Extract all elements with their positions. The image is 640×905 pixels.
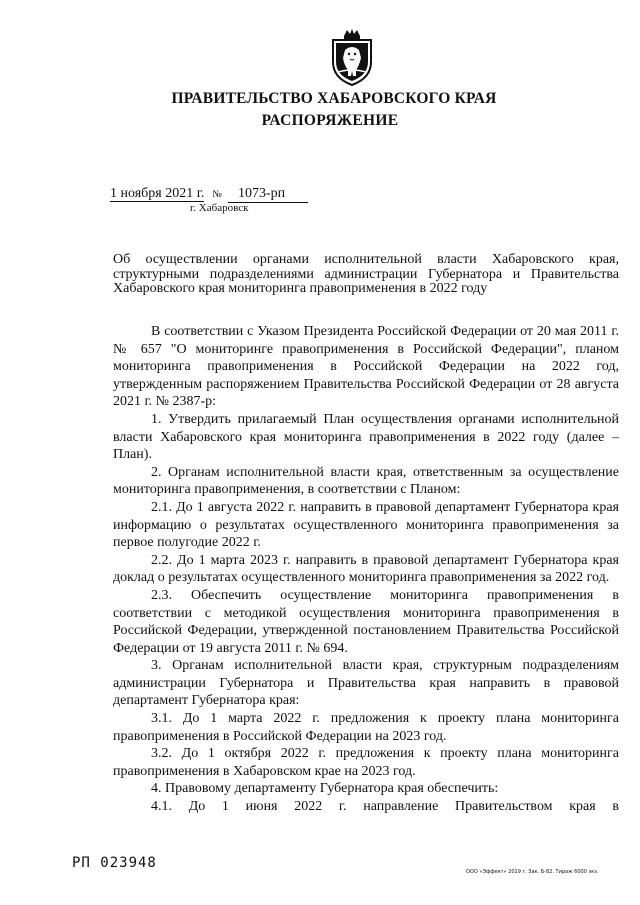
- paragraph-3-1: 3.1. До 1 марта 2022 г. предложения к проекту плана мониторинга правоприменения в Российской Федерации на 2023 год.: [113, 711, 619, 744]
- paragraph-3: 3. Органам исполнительной власти края, структурным подразделениям администрации Губернатора и Правительства края направить в правовой департамент Губернатора края:: [113, 658, 619, 709]
- paragraph-4-1: 4.1. До 1 июня 2022 г. направление Правительством края в: [151, 799, 619, 815]
- paragraph-4: 4. Правовому департаменту Губернатора края обеспечить:: [151, 781, 499, 797]
- coat-of-arms-icon: [330, 28, 374, 86]
- paragraph-2-1: 2.1. До 1 августа 2022 г. направить в правовой департамент Губернатора края информацию о результатах осуществленного мониторинга правоприменения за первое полугодие 2022 г.: [113, 499, 619, 551]
- document-number: 1073-рп: [228, 186, 308, 203]
- document-date-number: [110, 186, 308, 203]
- paragraph-2-2: 2.2. До 1 марта 2023 г. направить в правовой департамент Губернатора края доклад о результатах осуществленного мониторинга правоприменения за 2022 год.: [113, 552, 619, 586]
- document-city: г. Хабаровск: [190, 202, 249, 214]
- government-title: ПРАВИТЕЛЬСТВО ХАБАРОВСКОГО КРАЯ: [171, 90, 497, 107]
- number-sign: №: [212, 189, 222, 200]
- document-subject: Об осуществлении органами исполнительной власти Хабаровского края, структурными подразделениями администрации Губернатора и Правительства Хабаровского края мониторинга правоприменения в 2022 году: [113, 252, 619, 296]
- form-serial-code: РП 023948: [72, 855, 157, 871]
- paragraph-3-2: 3.2. До 1 октября 2022 г. предложения к проекту плана мониторинга правоприменения в Хабаровском крае на 2023 год.: [113, 746, 619, 779]
- paragraph-1: 1. Утвердить прилагаемый План осуществления органами исполнительной власти Хабаровского края мониторинга правоприменения в 2022 году (далее – План).: [113, 411, 619, 463]
- document-body: [113, 323, 619, 816]
- paragraph-preamble: В соответствии с Указом Президента Российской Федерации от 20 мая 2011 г. № 657 "О мониторинге правоприменения в Российской Федерации", планом мониторинга правоприменения в Российской Федерации на 2022 год, утвержденным распоряжением Правительства Российской Федерации от 28 августа 2021 г. № 2387-р:: [113, 324, 619, 410]
- paragraph-2: 2. Органам исполнительной власти края, ответственным за осуществление мониторинга правоприменения, в соответствии с Планом:: [113, 464, 619, 498]
- document-date: 1 ноября 2021 г.: [110, 186, 205, 201]
- document-type: РАСПОРЯЖЕНИЕ: [261, 112, 399, 129]
- printing-info: ООО «Эффект» 2019 г. Зак. Б-82. Тираж 6000 экз.: [466, 869, 599, 875]
- paragraph-2-3: 2.3. Обеспечить осуществление мониторинга правоприменения в соответствии с методикой осуществления мониторинга правоприменения в Российской Федерации, утвержденной постановлением Правительства Российской Федерации от 19 августа 2011 г. № 694.: [113, 587, 619, 656]
